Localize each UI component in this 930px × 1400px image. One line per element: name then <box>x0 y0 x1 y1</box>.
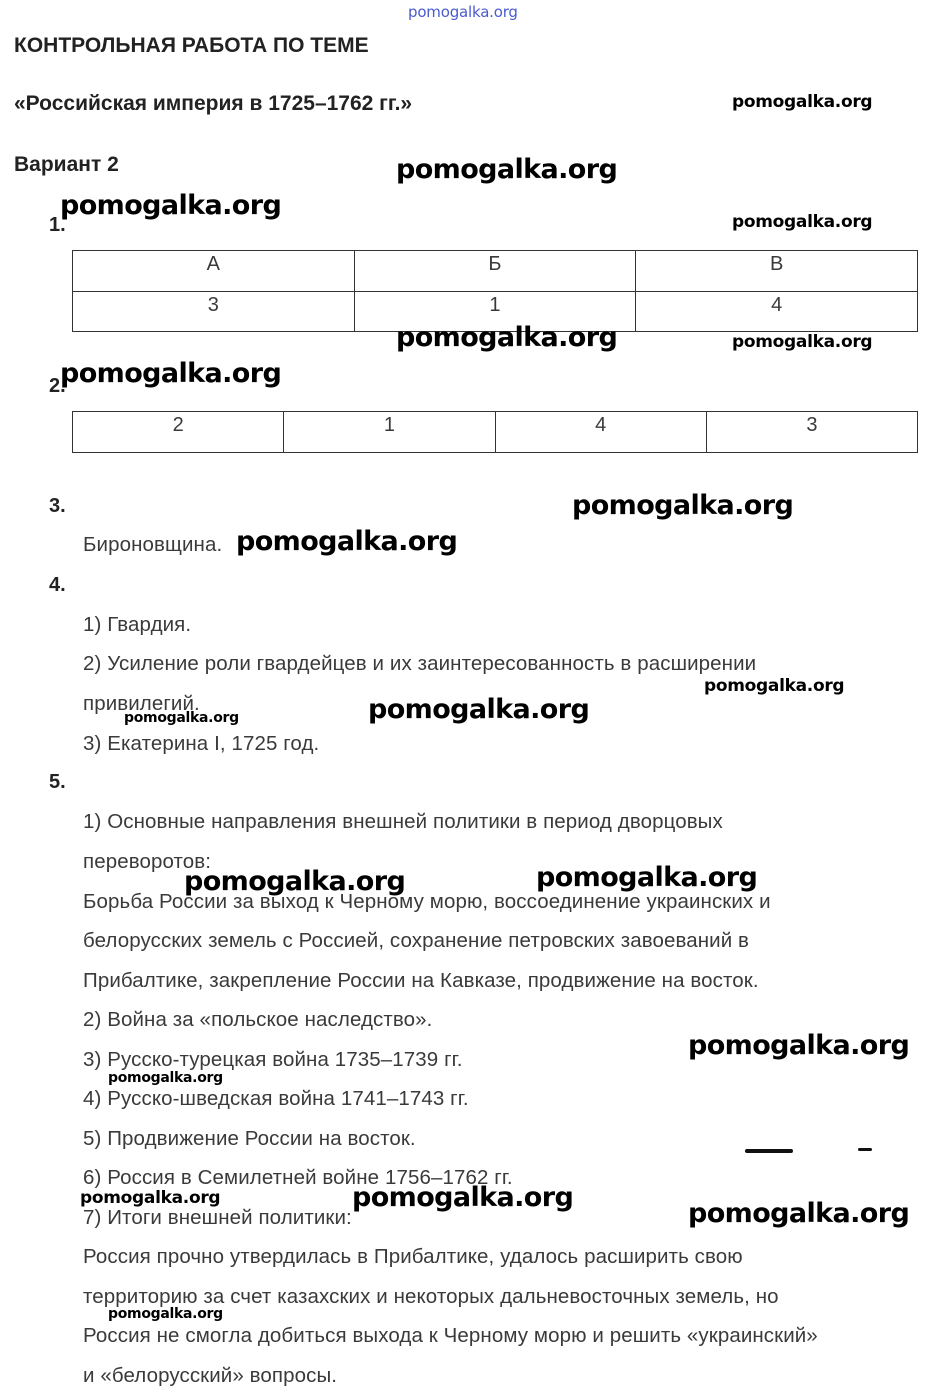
page-title-line-1: КОНТРОЛЬНАЯ РАБОТА ПО ТЕМЕ <box>14 34 369 57</box>
watermark: pomogalka.org <box>732 212 873 232</box>
watermark: pomogalka.org <box>396 322 618 353</box>
watermark: pomogalka.org <box>108 1306 223 1322</box>
watermark: pomogalka.org <box>184 866 406 897</box>
question-5-line: Борьба России за выход к Черному морю, воссоединение украинских и <box>83 890 771 913</box>
question-4-line: 1) Гвардия. <box>83 613 192 636</box>
table-row <box>73 412 918 453</box>
table-cell: 2 <box>73 412 284 453</box>
question-4-line: 3) Екатерина I, 1725 год. <box>83 732 320 755</box>
question-2-number: 2. <box>49 375 66 397</box>
watermark: pomogalka.org <box>80 1188 221 1208</box>
page-title-line-2: «Российская империя в 1725–1762 гг.» <box>14 92 413 115</box>
question-5-line: и «белорусский» вопросы. <box>83 1364 338 1387</box>
question-5-line: 7) Итоги внешней политики: <box>83 1206 352 1229</box>
watermark: pomogalka.org <box>60 190 282 221</box>
question-5-line: белорусских земель с Россией, сохранение петровских завоеваний в <box>83 929 750 952</box>
watermark: pomogalka.org <box>60 358 282 389</box>
watermark: pomogalka.org <box>408 3 518 21</box>
question-4-line: привилегий. <box>83 692 200 715</box>
watermark: pomogalka.org <box>704 676 845 696</box>
question-1-number: 1. <box>49 214 66 236</box>
table-header-row <box>73 251 918 292</box>
question-5-line: переворотов: <box>83 850 212 873</box>
variant-label: Вариант 2 <box>14 153 119 176</box>
watermark: pomogalka.org <box>688 1198 910 1229</box>
question-5-line: 3) Русско-турецкая война 1735–1739 гг. <box>83 1048 463 1071</box>
table-cell: 3 <box>73 292 355 332</box>
watermark: pomogalka.org <box>108 1070 223 1086</box>
question-5-line: 1) Основные направления внешней политики в период дворцовых <box>83 810 723 833</box>
table-cell: 4 <box>636 292 918 332</box>
watermark: pomogalka.org <box>236 526 458 557</box>
table-header-cell: В <box>636 251 918 292</box>
table-cell: 1 <box>354 292 636 332</box>
watermark: pomogalka.org <box>352 1182 574 1213</box>
table-header-cell: А <box>73 251 355 292</box>
question-4-number: 4. <box>49 574 66 596</box>
watermark: pomogalka.org <box>124 710 239 726</box>
question-3-number: 3. <box>49 495 66 517</box>
watermark: pomogalka.org <box>688 1030 910 1061</box>
table-cell: 4 <box>495 412 706 453</box>
table-cell: 3 <box>706 412 917 453</box>
question-4-line: 2) Усиление роли гвардейцев и их заинтересованность в расширении <box>83 652 757 675</box>
scan-smudge <box>858 1148 872 1151</box>
question-5-line: 6) Россия в Семилетней войне 1756–1762 гг. <box>83 1166 513 1189</box>
question-5-number: 5. <box>49 771 66 793</box>
question-3-answer: Бироновщина. <box>83 533 223 556</box>
table-header-cell: Б <box>354 251 636 292</box>
watermark: pomogalka.org <box>368 694 590 725</box>
scan-smudge <box>745 1149 793 1153</box>
question-2-answer-table <box>72 411 918 453</box>
watermark: pomogalka.org <box>732 92 873 112</box>
question-1-answer-table <box>72 250 918 332</box>
question-5-line: Россия не смогла добиться выхода к Черному морю и решить «украинский» <box>83 1324 818 1347</box>
watermark: pomogalka.org <box>536 862 758 893</box>
question-5-line: 5) Продвижение России на восток. <box>83 1127 416 1150</box>
question-5-line: 2) Война за «польское наследство». <box>83 1008 433 1031</box>
watermark: pomogalka.org <box>732 332 873 352</box>
table-cell: 1 <box>284 412 495 453</box>
question-5-line: Россия прочно утвердилась в Прибалтике, удалось расширить свою <box>83 1245 743 1268</box>
watermark: pomogalka.org <box>572 490 794 521</box>
question-5-line: Прибалтике, закрепление России на Кавказе, продвижение на восток. <box>83 969 759 992</box>
watermark: pomogalka.org <box>396 154 618 185</box>
question-5-line: территорию за счет казахских и некоторых дальневосточных земель, но <box>83 1285 779 1308</box>
question-5-line: 4) Русско-шведская война 1741–1743 гг. <box>83 1087 469 1110</box>
